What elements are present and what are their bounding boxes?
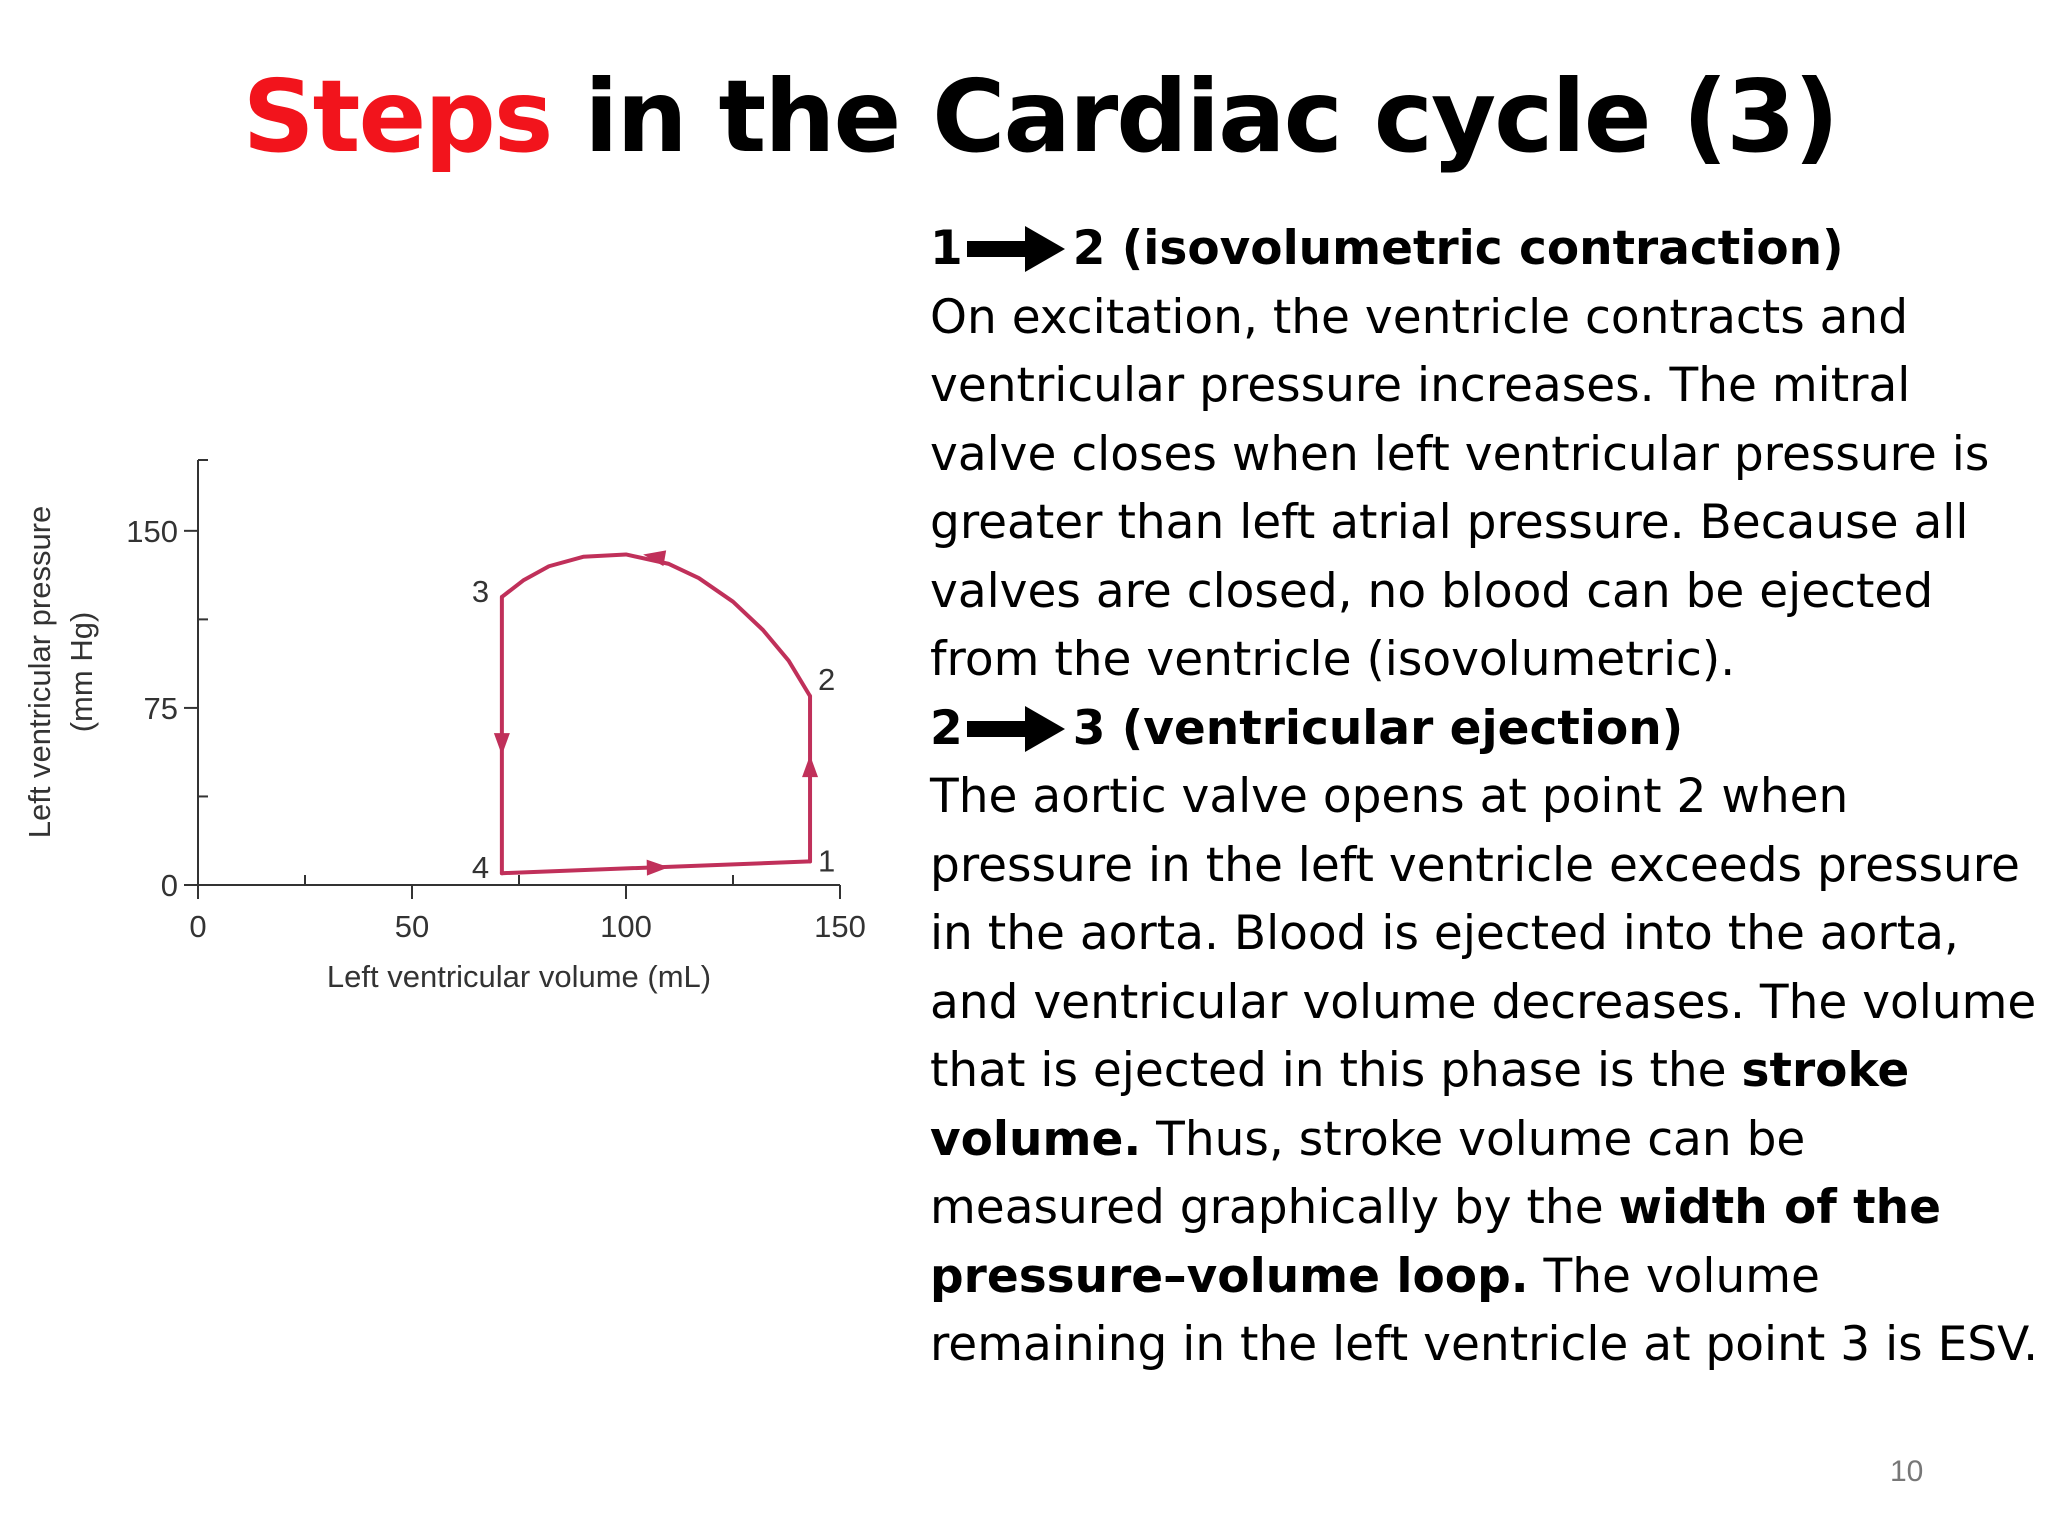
ejection-curve: [502, 554, 810, 696]
section-2-from: 2: [930, 700, 963, 756]
point-label-3: 3: [471, 573, 490, 609]
loop-width-term: width of the pressure–volume loop.: [930, 1180, 1941, 1304]
right-arrow-icon: [967, 704, 1067, 754]
x-tick-label: 0: [189, 909, 207, 944]
section-1-to: 2: [1072, 221, 1106, 276]
arrow-2-to-3: [642, 547, 666, 567]
arrow-1-to-2: [802, 755, 818, 777]
section-2-body-part: The aortic valve opens at point 2 when pressure in the left ventricle exceeds pressure in the aorta. Blood is ejected into the aorta, and ventricular volume decreases. The volume that is ejected in this phase is the: [930, 769, 2037, 1098]
section-2-body-part: The volume remaining in the left ventricle at point 3 is ESV.: [930, 1248, 2039, 1372]
x-tick-label: 150: [814, 909, 866, 944]
arrow-4-to-1: [647, 859, 669, 875]
page-number: 10: [1890, 1455, 1924, 1488]
y-tick-label: 150: [126, 513, 178, 549]
point-label-4: 4: [471, 850, 490, 886]
pressure-volume-loop-chart: [0, 430, 880, 1030]
x-tick-label: 100: [600, 909, 652, 944]
y-axis-label: Left ventricular pressure: [22, 505, 57, 839]
section-1-heading: [930, 215, 2040, 284]
section-2-to: 3: [1072, 700, 1106, 756]
section-1-label: (isovolumetric contraction): [1121, 221, 1844, 276]
y-tick-label: 75: [143, 690, 178, 726]
x-axis-label: Left ventricular volume (mL): [326, 959, 712, 994]
y-tick-label: 0: [160, 868, 178, 903]
point-label-1: 1: [818, 843, 836, 879]
y-axis-units-label: (mm Hg): [64, 611, 99, 733]
pv-chart-svg: [0, 430, 880, 1030]
section-2-body: [930, 763, 2040, 1380]
point-label-2: 2: [818, 662, 836, 698]
section-1-from: 1: [930, 221, 963, 276]
section-2-label: (ventricular ejection): [1121, 700, 1684, 756]
slide-title-accent: Steps: [242, 58, 552, 175]
slide-title-rest: in the Cardiac cycle (3): [551, 58, 1838, 175]
section-1-body: On excitation, the ventricle contracts and ventricular pressure increases. The mitral valve closes when left ventricular pressure is greater than left atrial pressure. Because all valves are closed, no blood can be ejected from the ventricle (isovolumetric).: [930, 289, 1990, 687]
arrow-3-to-4: [494, 733, 510, 755]
right-arrow-icon: [967, 224, 1067, 274]
stroke-volume-term: stroke volume.: [930, 1043, 1910, 1167]
slide-title: [0, 52, 2048, 182]
section-2-heading: [930, 695, 2040, 764]
explanation-text: [930, 215, 2040, 1380]
section-2-body-part: Thus, stroke volume can be measured graphically by the: [930, 1111, 1806, 1235]
x-tick-label: 50: [394, 909, 430, 944]
